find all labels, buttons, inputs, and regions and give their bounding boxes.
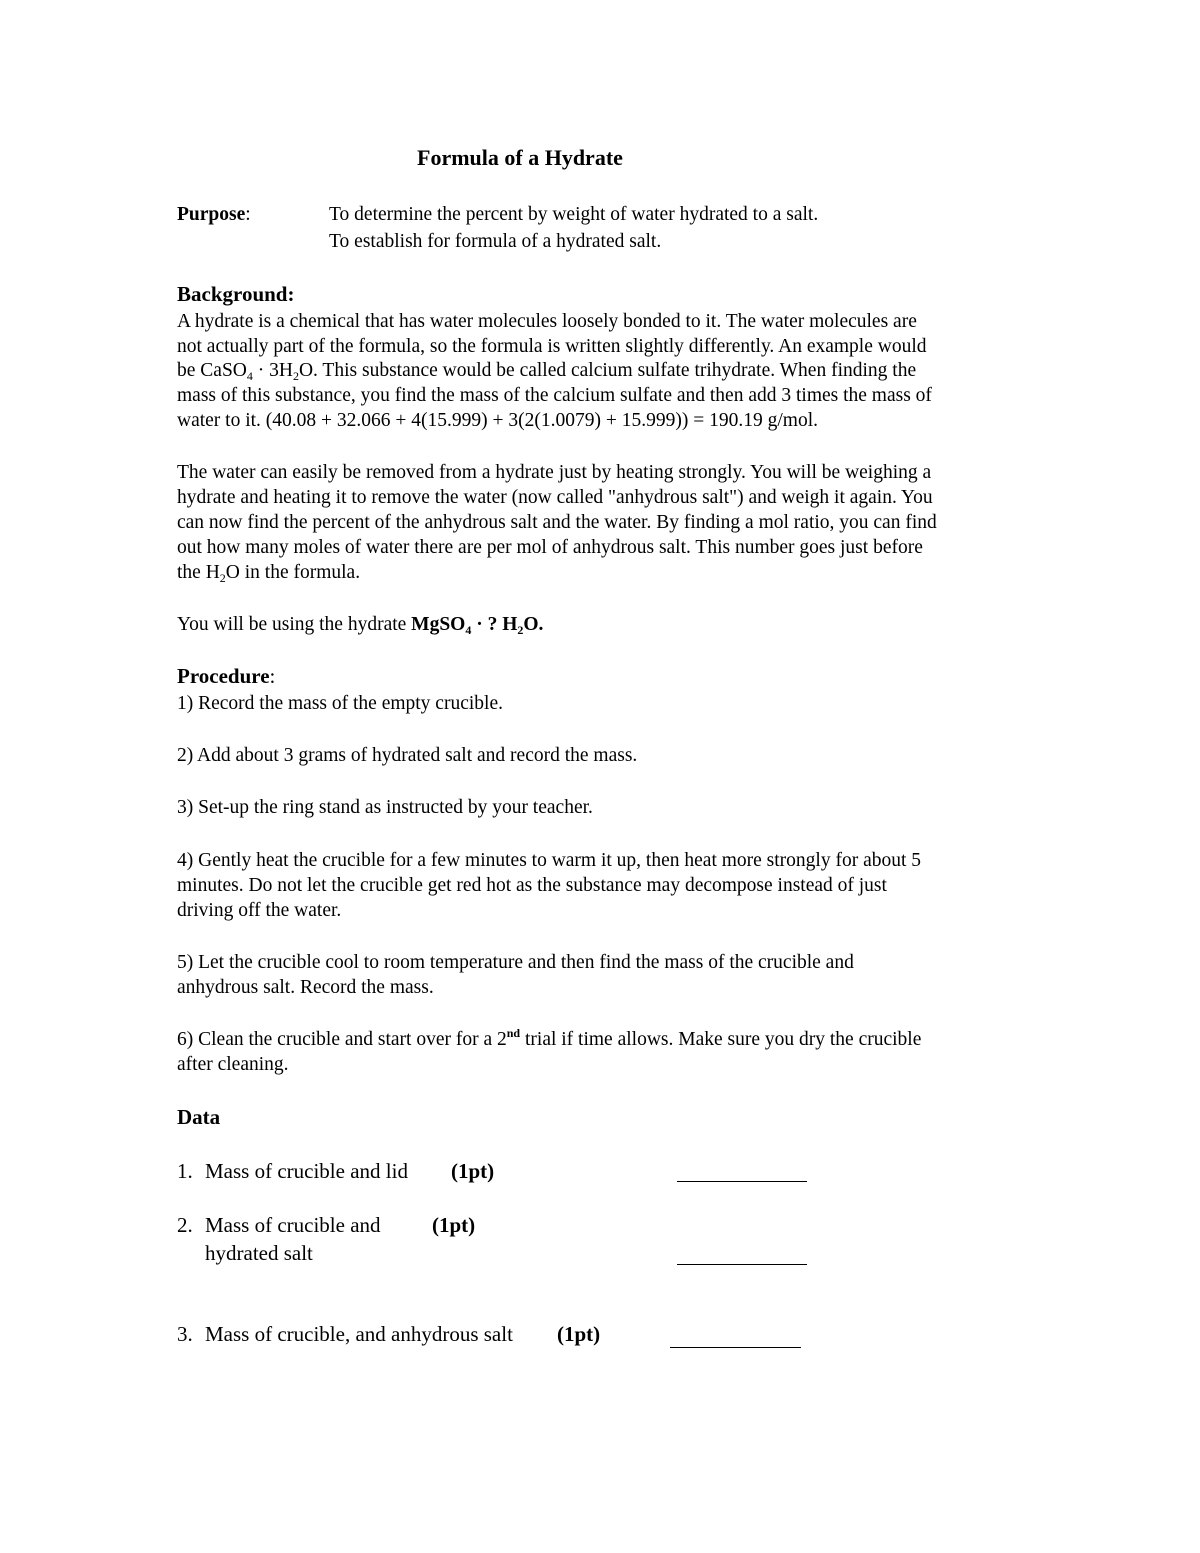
- background-p1-line-1: A hydrate is a chemical that has water molecules loosely bonded to it. The water molecules are: [177, 311, 917, 332]
- water-subscript: 2: [292, 369, 299, 383]
- procedure-step-5-line-1: 5) Let the crucible cool to room temperature and then find the mass of the crucible and: [177, 952, 854, 973]
- procedure-step-5-line-2: anhydrous salt. Record the mass.: [177, 977, 434, 998]
- purpose-label: [177, 202, 251, 227]
- procedure-colon: :: [269, 664, 276, 688]
- data-item-2-answer-blank[interactable]: [677, 1264, 807, 1265]
- data-item-1-label: Mass of crucible and lid: [205, 1159, 408, 1183]
- background-p2-line-5-rest: O in the formula.: [225, 562, 361, 583]
- procedure-heading-text: Procedure: [177, 664, 270, 688]
- procedure-step-2: 2) Add about 3 grams of hydrated salt and record the mass.: [177, 745, 638, 766]
- background-heading: Background:: [177, 282, 295, 306]
- h2o-prefix: the H: [177, 562, 220, 583]
- procedure-step-6-text: 6) Clean the crucible and start over for a 2: [177, 1029, 507, 1050]
- purpose-colon: :: [245, 204, 251, 225]
- mgso4-text: MgSO: [411, 614, 466, 635]
- unknown-water-subscript: 2: [517, 623, 524, 637]
- hydrate-statement: [177, 612, 543, 637]
- procedure-step-6-line-2: after cleaning.: [177, 1054, 289, 1075]
- background-p2-line-3: can now find the percent of the anhydrous salt and the water. By finding a mol ratio, you can find: [177, 512, 937, 533]
- caso4-prefix: be CaSO: [177, 360, 247, 381]
- ordinal-superscript: nd: [506, 1026, 521, 1040]
- data-item-3-label: Mass of crucible, and anhydrous salt: [205, 1322, 513, 1346]
- background-p2-line-5: [177, 560, 360, 585]
- procedure-step-4-line-1: 4) Gently heat the crucible for a few minutes to warm it up, then heat more strongly for about 5: [177, 850, 922, 871]
- background-p1-line-3-rest: O. This substance would be called calcium sulfate trihydrate. When finding the: [298, 360, 917, 381]
- procedure-heading: [177, 664, 275, 689]
- background-p1-line-2: not actually part of the formula, so the formula is written slightly differently. An example would: [177, 336, 927, 357]
- background-p1-line-4: mass of this substance, you find the mass of the calcium sulfate and then add 3 times the mass of: [177, 385, 932, 406]
- hydrate-statement-text: You will be using the hydrate: [177, 614, 412, 635]
- data-heading: Data: [177, 1105, 221, 1129]
- purpose-line-2: To establish for formula of a hydrated salt.: [329, 231, 662, 252]
- background-p1-line-3: [177, 358, 916, 383]
- procedure-step-4-line-3: driving off the water.: [177, 900, 342, 921]
- procedure-step-1: 1) Record the mass of the empty crucible.: [177, 693, 503, 714]
- h2o-subscript: 2: [219, 571, 226, 585]
- page-title: Formula of a Hydrate: [417, 145, 623, 170]
- hydrate-dot: · 3H: [252, 360, 293, 381]
- purpose-label-text: Purpose: [177, 204, 246, 225]
- background-p2-line-1: The water can easily be removed from a hydrate just by heating strongly. You will be weighing a: [177, 462, 932, 483]
- procedure-step-6-line-1: [177, 1027, 921, 1052]
- background-p1-line-5: water to it. (40.08 + 32.066 + 4(15.999) + 3(2(1.0079) + 15.999)) = 190.19 g/mol.: [177, 410, 818, 431]
- background-p2-line-2: hydrate and heating it to remove the water (now called "anhydrous salt") and weigh it again. You: [177, 487, 933, 508]
- formula-end: O.: [523, 614, 544, 635]
- caso4-subscript: 4: [246, 369, 253, 383]
- purpose-line-1: To determine the percent by weight of water hydrated to a salt.: [329, 204, 819, 225]
- background-p2-line-4: out how many moles of water there are per mol of anhydrous salt. This number goes just before: [177, 537, 923, 558]
- data-item-2-points: (1pt): [432, 1213, 476, 1237]
- procedure-step-3: 3) Set-up the ring stand as instructed by your teacher.: [177, 797, 593, 818]
- data-item-1-answer-blank[interactable]: [677, 1181, 807, 1182]
- data-item-2-label-line-2: hydrated salt: [205, 1241, 313, 1265]
- data-item-3-points: (1pt): [557, 1322, 601, 1346]
- mgso4-subscript: 4: [465, 623, 472, 637]
- unknown-water-text: · ? H: [471, 614, 518, 635]
- data-item-2-label: Mass of crucible and: [205, 1213, 381, 1237]
- procedure-step-4-line-2: minutes. Do not let the crucible get red hot as the substance may decompose instead of just: [177, 875, 887, 896]
- hydrate-formula: [411, 614, 543, 635]
- data-item-1-points: (1pt): [451, 1159, 495, 1183]
- data-item-3-number: 3.: [177, 1322, 193, 1346]
- data-item-2-number: 2.: [177, 1213, 193, 1237]
- data-item-1-number: 1.: [177, 1159, 193, 1183]
- procedure-step-6-rest: trial if time allows. Make sure you dry the crucible: [520, 1029, 922, 1050]
- data-item-3-answer-blank[interactable]: [670, 1347, 801, 1348]
